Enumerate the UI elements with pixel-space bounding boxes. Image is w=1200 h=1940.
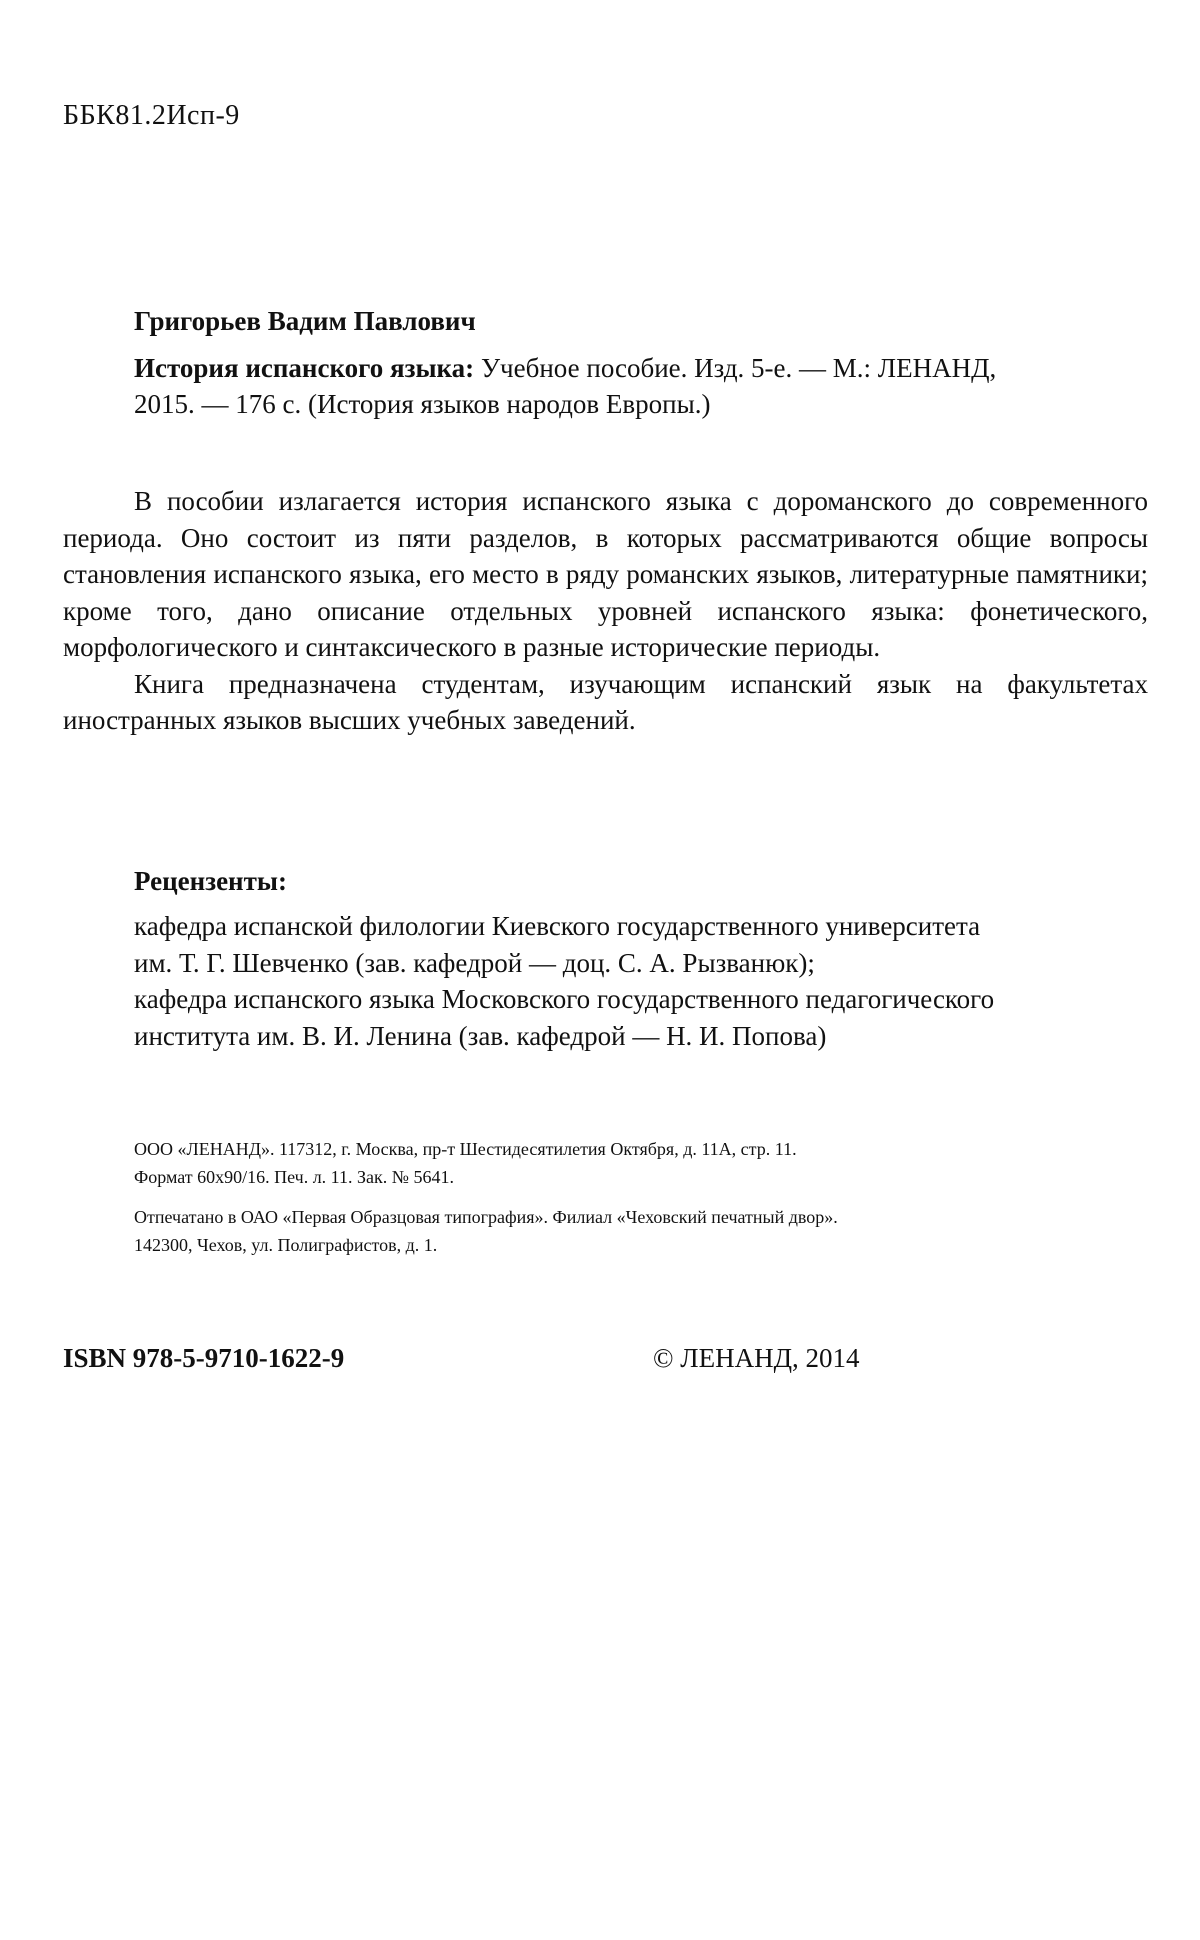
reviewer-line: института им. В. И. Ленина (зав. кафедрой — Н. И. Попова) bbox=[134, 1020, 827, 1051]
abstract bbox=[63, 483, 1148, 739]
bibliographic-description bbox=[134, 350, 1094, 422]
abstract-paragraph-2: Книга предназначена студентам, изучающим испанский язык на факультетах иностранных языков высших учебных заведений. bbox=[63, 668, 1148, 735]
printer-name: Отпечатано в ОАО «Первая Образцовая типография». Филиал «Чеховский печатный двор». bbox=[134, 1207, 838, 1227]
print-format: Формат 60х90/16. Печ. л. 11. Зак. № 5641. bbox=[134, 1167, 454, 1187]
reviewer-line: кафедра испанского языка Московского государственного педагогического bbox=[134, 984, 995, 1014]
bbk-code: ББК81.2Исп-9 bbox=[63, 100, 240, 131]
isbn: ISBN 978-5-9710-1622-9 bbox=[63, 1343, 345, 1373]
bibliographic-line-2: 2015. — 176 с. (История языков народов Европы.) bbox=[134, 389, 711, 419]
abstract-paragraph-1: В пособии излагается история испанского языка с дороманского до современного периода. Оно состоит из пяти разделов, в которых рассматриваются общие вопросы становления испанского языка, его место в ряду романских языков, литературные памятники; кроме того, дано описание отдельных уровней испанского языка: фонетического, морфологического и синтаксического в разные исторические периоды. bbox=[63, 486, 1148, 662]
imprint-spacer bbox=[134, 1191, 1134, 1203]
publisher-address: ООО «ЛЕНАНД». 117312, г. Москва, пр-т Шестидесятилетия Октября, д. 11А, стр. 11. bbox=[134, 1139, 797, 1159]
bibliographic-line-1 bbox=[134, 350, 1094, 386]
imprint-block bbox=[134, 1135, 1134, 1259]
reviewers-heading: Рецензенты: bbox=[134, 866, 287, 896]
author-name: Григорьев Вадим Павлович bbox=[134, 306, 476, 336]
book-title: История испанского языка: bbox=[134, 353, 475, 383]
reviewer-line: кафедра испанской филологии Киевского государственного университета bbox=[134, 911, 981, 941]
reviewers-list bbox=[134, 908, 1134, 1054]
publication-info: Учебное пособие. Изд. 5-е. — М.: ЛЕНАНД, bbox=[474, 353, 997, 383]
copyright-notice: © ЛЕНАНД, 2014 bbox=[653, 1343, 860, 1373]
printer-address: 142300, Чехов, ул. Полиграфистов, д. 1. bbox=[134, 1235, 438, 1255]
reviewer-line: им. Т. Г. Шевченко (зав. кафедрой — доц. С. А. Рызванюк); bbox=[134, 947, 815, 978]
